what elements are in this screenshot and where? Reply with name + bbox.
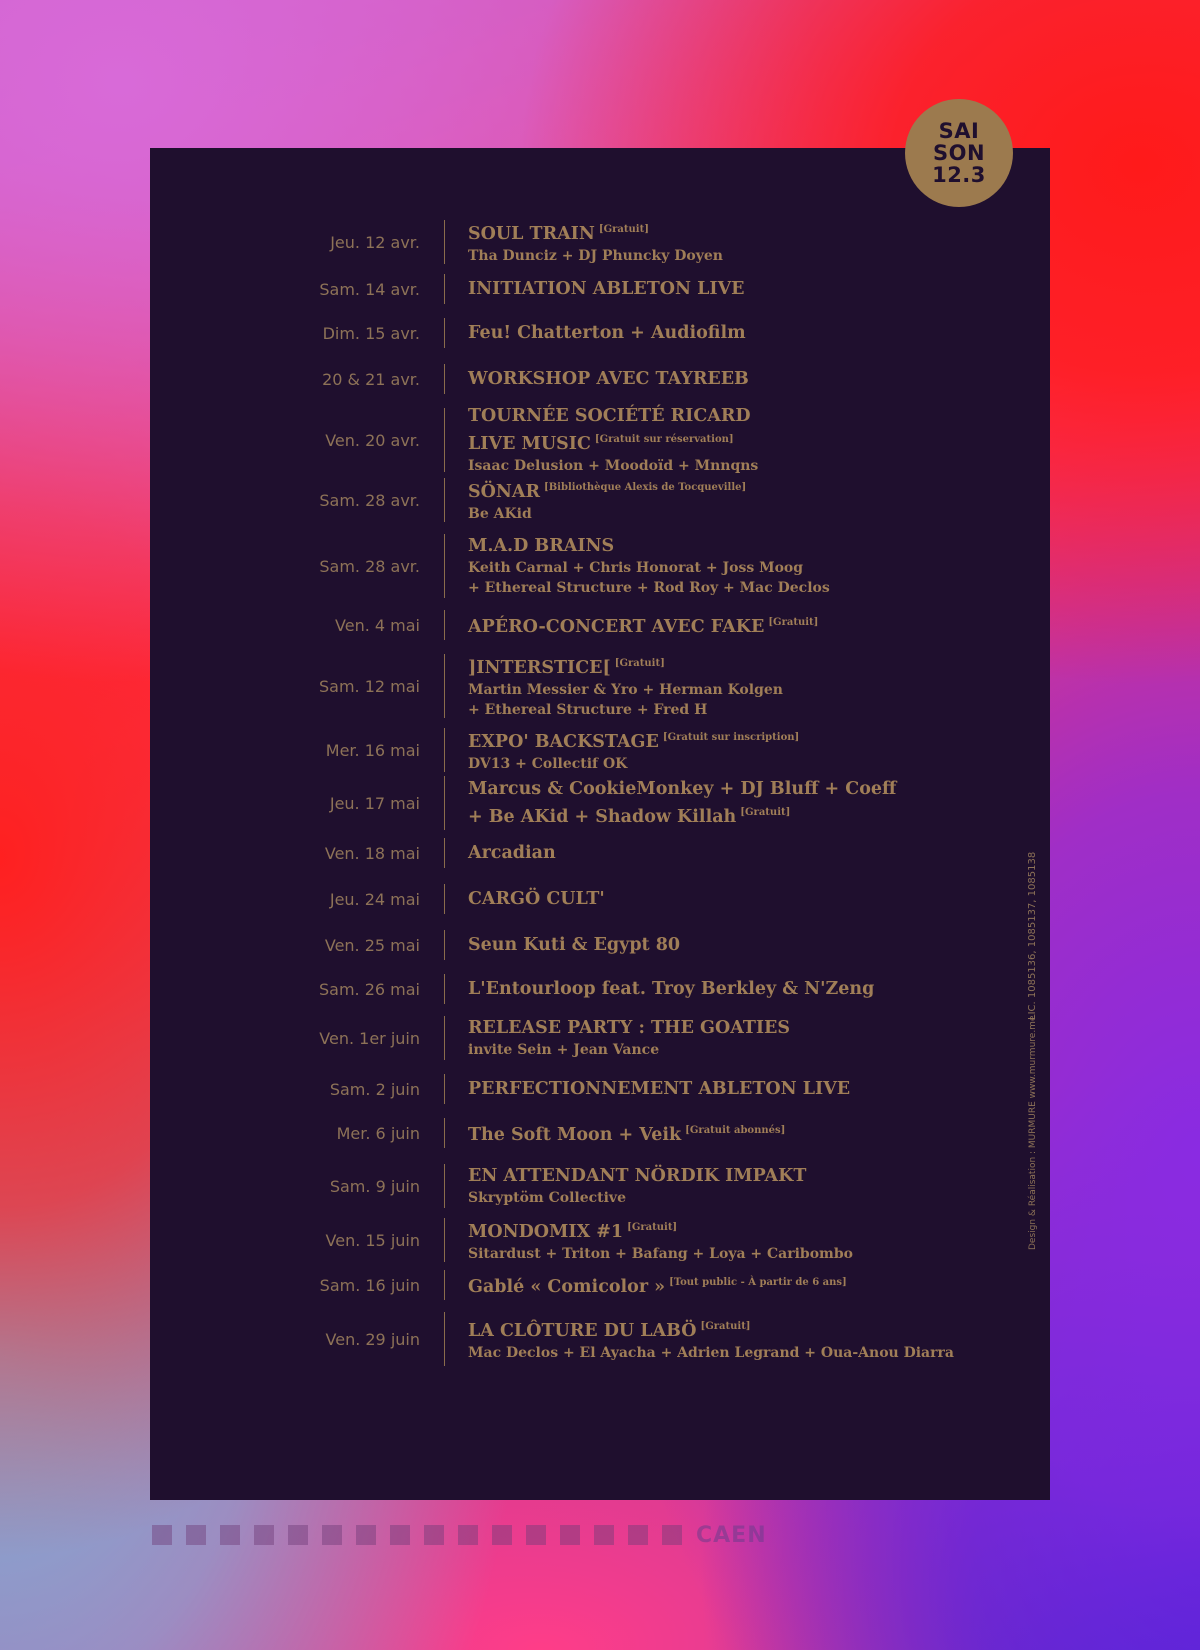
event-title: TOURNÉE SOCIÉTÉ RICARD [468,405,751,426]
partner-logo [628,1525,648,1545]
separator [444,318,445,348]
event-lineup: invite Sein + Jean Vance [468,1041,660,1058]
event-content [468,1270,847,1300]
partner-logo [458,1525,478,1545]
event-content [468,1312,954,1366]
separator [444,1016,445,1060]
event-title: Gablé « Comicolor » [468,1277,666,1297]
event-content [468,654,783,718]
event-title-line [468,368,749,391]
event-row [150,534,1050,598]
event-date: Sam. 26 mai [319,979,420,999]
event-date: Mer. 6 juin [336,1123,420,1143]
event-title: CARGÖ CULT' [468,888,605,909]
event-date: Sam. 12 mai [319,676,420,696]
event-row [150,728,1050,772]
event-title-line [468,888,605,911]
event-title-line [468,842,556,865]
event-title: APÉRO-CONCERT AVEC FAKE [468,617,765,637]
partner-logo [356,1525,376,1545]
partner-logo [526,1525,546,1545]
event-title: INITIATION ABLETON LIVE [468,278,745,299]
event-date: Jeu. 12 avr. [330,232,420,252]
event-note: [Gratuit] [768,617,819,628]
event-date: Mer. 16 mai [325,740,420,760]
event-row [150,364,1050,394]
event-date: 20 & 21 avr. [322,369,420,389]
event-content [468,1118,785,1148]
event-row [150,318,1050,348]
partner-logo [220,1525,240,1545]
event-title: WORKSHOP AVEC TAYREEB [468,368,749,389]
event-title: Arcadian [468,842,556,863]
event-lineup: Tha Dunciz + DJ Phuncky Doyen [468,248,723,264]
separator [444,974,445,1004]
event-title-line [468,1216,853,1244]
event-content [468,728,799,772]
event-lineup: DV13 + Collectif OK [468,756,628,772]
event-title: Seun Kuti & Egypt 80 [468,934,681,955]
event-title-line [468,778,896,801]
event-list [150,148,1050,1500]
event-title: SÖNAR [468,482,540,502]
event-title-continued: + Be AKid + Shadow Killah [468,806,737,827]
partner-logo [322,1525,342,1545]
separator [444,534,445,598]
partner-logo [492,1525,512,1545]
event-date: Sam. 28 avr. [319,556,420,576]
separator [444,1270,445,1300]
event-title-line [468,218,723,246]
badge-line-1: SAI [938,119,980,143]
event-title-line [468,322,746,345]
separator [444,274,445,304]
event-title: L'Entourloop feat. Troy Berkley & N'Zeng [468,978,875,999]
event-date: Ven. 4 mai [335,615,420,635]
event-title-line [468,726,799,754]
event-title-continued: LIVE MUSIC [468,433,591,454]
event-content [468,974,874,1004]
caen-logo: CAEN [696,1522,767,1548]
event-date: Sam. 28 avr. [319,490,420,510]
event-title-line [468,801,896,829]
event-note: [Gratuit] [700,1321,751,1332]
separator [444,1164,445,1208]
event-content [468,318,746,348]
event-content [468,884,605,914]
separator [444,220,445,264]
event-content [468,1164,806,1208]
event-title: EN ATTENDANT NÖRDIK IMPAKT [468,1165,807,1186]
separator [444,1074,445,1104]
event-title-line [468,652,783,680]
separator [444,1312,445,1366]
event-title: Feu! Chatterton + Audiofilm [468,322,746,343]
event-lineup: Keith Carnal + Chris Honorat + Joss Moog [468,559,804,576]
event-title-line [468,934,680,957]
event-title-line [468,978,874,1001]
event-title-line [468,278,745,301]
event-content [468,405,759,474]
event-title-line [468,1078,850,1101]
separator [444,408,445,472]
event-row [150,1016,1050,1060]
event-title: RELEASE PARTY : THE GOATIES [468,1017,791,1038]
event-title: ]INTERSTICE[ [468,658,611,678]
event-date: Dim. 15 avr. [322,323,420,343]
event-date: Sam. 14 avr. [319,279,420,299]
event-row [150,1074,1050,1104]
event-title-line [468,1271,847,1299]
event-row [150,1218,1050,1262]
event-title: The Soft Moon + Veik [468,1125,682,1145]
event-row [150,838,1050,868]
separator [444,884,445,914]
event-note: [Gratuit] [614,658,665,669]
separator [444,364,445,394]
partner-logo [288,1525,308,1545]
event-lineup: Sitardust + Triton + Bafang + Loya + Caribombo [468,1246,853,1262]
event-title: PERFECTIONNEMENT ABLETON LIVE [468,1078,851,1099]
event-date: Jeu. 17 mai [329,793,420,813]
event-row [150,1164,1050,1208]
event-title: EXPO' BACKSTAGE [468,732,659,752]
event-row [150,610,1050,640]
separator [444,1118,445,1148]
partner-logo [390,1525,410,1545]
event-title-line [468,428,758,456]
event-row [150,776,1050,830]
event-lineup: Be AKid [468,506,532,522]
partner-logo [662,1525,682,1545]
event-row [150,274,1050,304]
event-title-line [468,611,818,639]
event-row [150,1312,1050,1366]
separator [444,776,445,830]
design-credit: Design & Réalisation : MURMURE www.murmure.me [1028,1015,1038,1250]
event-date: Ven. 1er juin [319,1028,420,1048]
event-row [150,974,1050,1004]
event-date: Sam. 9 juin [329,1176,420,1196]
event-content [468,776,896,830]
separator [444,838,445,868]
event-content [468,610,818,640]
event-title-line [468,1119,785,1147]
event-content [468,534,830,598]
event-note: [Gratuit sur inscription] [662,732,800,743]
event-date: Jeu. 24 mai [329,889,420,909]
event-lineup: Isaac Delusion + Moodoïd + Mnnqns [468,457,759,474]
event-row [150,1270,1050,1300]
event-title: Marcus & CookieMonkey + DJ Bluff + Coeff [468,778,897,799]
separator [444,930,445,960]
event-content [468,1016,790,1060]
event-date: Ven. 29 juin [325,1329,420,1349]
event-title: LA CLÔTURE DU LABÖ [468,1321,697,1341]
event-title: M.A.D BRAINS [468,535,615,556]
event-date: Ven. 15 juin [325,1230,420,1250]
event-date: Ven. 25 mai [324,935,420,955]
event-content [468,478,746,522]
event-row [150,405,1050,474]
partner-logo [594,1525,614,1545]
separator [444,610,445,640]
event-note: [Tout public - À partir de 6 ans] [669,1277,847,1288]
partner-logo [254,1525,274,1545]
event-title-line [468,1315,954,1343]
event-lineup: Mac Declos + El Ayacha + Adrien Legrand + Oua-Anou Diarra [468,1345,954,1361]
event-lineup: Skryptöm Collective [468,1189,626,1206]
event-lineup: Martin Messier & Yro + Herman Kolgen [468,682,783,698]
partner-logo [152,1525,172,1545]
partner-logo [424,1525,444,1545]
separator [444,654,445,718]
event-lineup: + Ethereal Structure + Rod Roy + Mac Declos [468,579,830,596]
event-note: [Gratuit] [598,224,649,235]
event-date: Ven. 18 mai [324,843,420,863]
event-title-line [468,476,746,504]
event-row [150,220,1050,264]
event-row [150,1118,1050,1148]
event-date: Sam. 16 juin [319,1275,420,1295]
event-content [468,930,680,960]
event-note: [Gratuit abonnés] [685,1125,786,1136]
event-title: SOUL TRAIN [468,224,595,244]
separator [444,478,445,522]
partner-logo [560,1525,580,1545]
event-title-line [468,1017,790,1040]
event-note: [Bibliothèque Alexis de Tocqueville] [544,482,747,493]
event-row [150,930,1050,960]
event-note: [Gratuit] [627,1222,678,1233]
separator [444,1218,445,1262]
season-badge [905,99,1013,207]
event-content [468,364,749,394]
event-content [468,220,723,264]
partner-logo [186,1525,206,1545]
event-title-line [468,1165,806,1188]
event-date: Sam. 2 juin [329,1079,420,1099]
event-content [468,274,745,304]
badge-line-3: 12.3 [932,163,986,187]
program-panel [150,148,1050,1500]
event-row [150,478,1050,522]
badge-line-2: SON [932,141,986,165]
event-date: Ven. 20 avr. [325,430,420,450]
separator [444,728,445,772]
credits [1026,850,1040,1250]
event-note: [Gratuit sur réservation] [594,433,734,445]
event-title: MONDOMIX #1 [468,1222,624,1242]
event-note: [Gratuit] [740,806,791,818]
event-content [468,1218,853,1262]
event-title-line [468,535,830,558]
partner-logos [152,1520,1052,1550]
event-content [468,1074,850,1104]
event-content [468,838,556,868]
license-text: LIC. 1085136, 1085137, 1085138 [1027,851,1038,1020]
event-lineup: + Ethereal Structure + Fred H [468,702,708,718]
event-title-line [468,405,758,428]
event-row [150,884,1050,914]
event-row [150,654,1050,718]
